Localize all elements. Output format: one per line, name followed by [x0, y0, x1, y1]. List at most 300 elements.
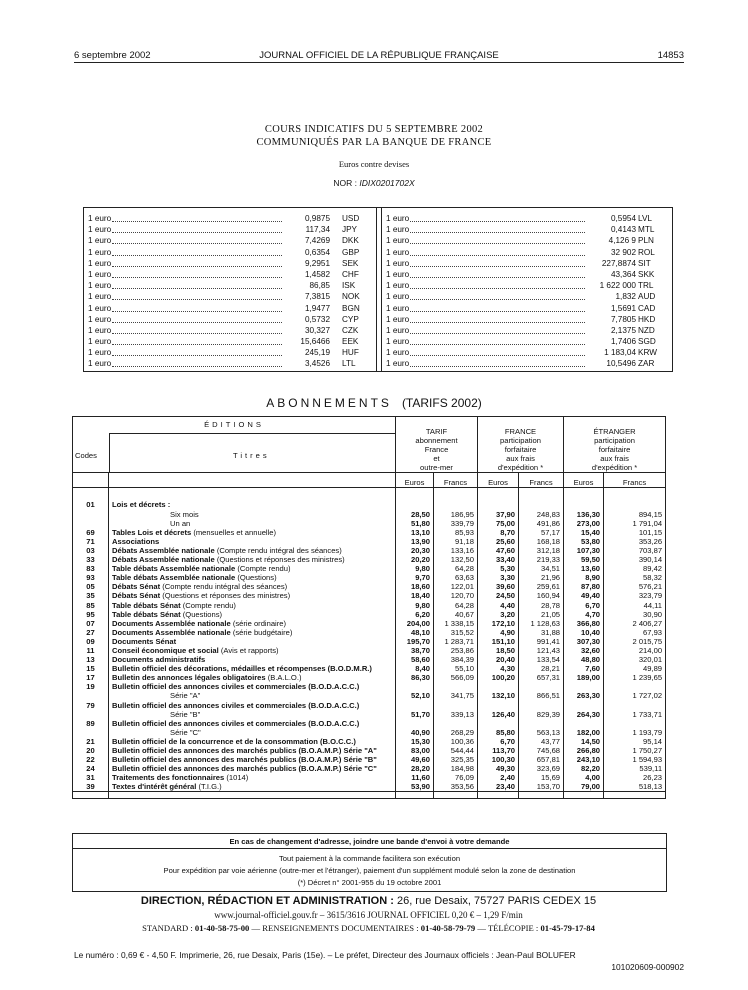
row-title	[109, 573, 396, 582]
row-title-text: Bulletin officiel des annonces civiles et commerciales (B.O.D.A.C.C.)	[112, 700, 360, 710]
row-value: 9,70	[396, 573, 434, 582]
spacer-cell	[396, 792, 434, 799]
currency-code: CAD	[638, 303, 656, 313]
row-value: 121,43	[519, 646, 564, 655]
table-header-row	[73, 417, 666, 473]
spacer-cell	[478, 792, 519, 799]
row-value: 1 727,02	[604, 691, 666, 700]
row-value: 4,40	[478, 601, 519, 610]
rate-label: 1 euro	[386, 269, 410, 279]
rate-row	[386, 291, 668, 302]
rate-value: 32 902	[610, 247, 636, 257]
rate-row	[88, 325, 368, 336]
row-value: 47,60	[478, 546, 519, 555]
leader-dots	[112, 221, 282, 222]
leader-dots	[112, 288, 282, 289]
row-value: 312,18	[519, 546, 564, 555]
rate-value: 43,364	[610, 269, 636, 279]
row-title-text: Lois et décrets :	[112, 500, 171, 510]
table-row	[73, 619, 666, 628]
row-value: 132,50	[434, 555, 478, 564]
row-title-text: Table débats Assemblée nationale	[112, 564, 236, 574]
row-value: 57,17	[519, 528, 564, 537]
row-value: 544,44	[434, 746, 478, 755]
row-value: 745,68	[519, 746, 564, 755]
spacer-cell	[73, 488, 109, 501]
row-value: 184,98	[434, 764, 478, 773]
row-title-sub: (1014)	[224, 773, 249, 783]
row-value: 8,90	[564, 573, 604, 582]
rate-value: 2,1375	[610, 325, 636, 335]
exchange-rates-box	[83, 207, 673, 372]
row-code: 31	[73, 773, 109, 782]
row-value: 58,60	[396, 655, 434, 664]
leader-dots	[112, 232, 282, 233]
rate-value: 1 622 000	[599, 281, 636, 291]
currency-code: HUF	[342, 348, 359, 358]
spacer-cell	[519, 792, 564, 799]
editions-label: ÉDITIONS	[204, 420, 264, 429]
row-value: 576,21	[604, 582, 666, 591]
codes-label: Codes	[75, 451, 97, 460]
row-value: 39,60	[478, 582, 519, 591]
row-code	[73, 519, 109, 528]
header-journal-title: JOURNAL OFFICIEL DE LA RÉPUBLIQUE FRANÇAISE	[259, 50, 499, 61]
row-title	[109, 719, 396, 728]
table-row	[73, 664, 666, 673]
row-title-text: Série "A"	[170, 691, 201, 701]
currency-code: LTL	[342, 359, 356, 369]
row-title-text: Débats Sénat	[112, 582, 161, 592]
row-value	[478, 701, 519, 710]
rate-row	[88, 280, 368, 291]
row-value: 204,00	[396, 619, 434, 628]
row-value: 5,30	[478, 564, 519, 573]
row-value: 4,70	[564, 610, 604, 619]
currency-code: AUD	[638, 292, 656, 302]
row-code: 05	[73, 582, 109, 591]
row-value: 87,80	[564, 582, 604, 591]
row-code: 39	[73, 782, 109, 792]
titres-label: Titres	[233, 451, 270, 460]
row-code: 24	[73, 764, 109, 773]
row-value: 18,60	[396, 582, 434, 591]
row-title-sub: (mensuelles et annuelle)	[191, 527, 277, 537]
table-row	[73, 610, 666, 619]
row-code: 07	[73, 619, 109, 628]
table-row	[73, 764, 666, 773]
editions-header	[73, 417, 396, 473]
rate-label: 1 euro	[386, 258, 410, 268]
row-value: 79,00	[564, 782, 604, 792]
rate-label: 1 euro	[88, 281, 112, 291]
page-footer	[74, 950, 684, 972]
leader-dots	[112, 266, 282, 267]
row-title	[109, 555, 396, 564]
leader-dots	[410, 344, 585, 345]
table-row	[73, 500, 666, 509]
row-value: 8,70	[478, 528, 519, 537]
table-row	[73, 691, 666, 700]
row-title	[109, 746, 396, 755]
rate-value: 15,6466	[300, 337, 330, 347]
row-title-text: Associations	[112, 536, 160, 546]
row-code: 22	[73, 755, 109, 764]
row-title-sub: (Questions)	[180, 609, 223, 619]
currency-code: GBP	[342, 247, 360, 257]
row-title	[109, 510, 396, 519]
row-value: 9,80	[396, 601, 434, 610]
france-header-line: d'expédition *	[497, 463, 544, 473]
rate-label: 1 euro	[88, 292, 112, 302]
row-value: 703,87	[604, 546, 666, 555]
row-title-text: Bulletin officiel de la concurrence et de la consommation (B.O.C.C.)	[112, 736, 356, 746]
row-title	[109, 673, 396, 682]
row-title-text: Six mois	[170, 509, 199, 519]
row-value	[564, 719, 604, 728]
row-title-text: Bulletin officiel des annonces civiles et commerciales (B.O.D.A.C.C.)	[112, 718, 360, 728]
rate-value: 0,4143	[610, 225, 636, 235]
row-value: 160,94	[519, 591, 564, 600]
row-value: 323,69	[519, 764, 564, 773]
table-row	[73, 601, 666, 610]
rates-subtitle: COMMUNIQUÉS PAR LA BANQUE DE FRANCE	[256, 137, 492, 148]
row-code: 95	[73, 610, 109, 619]
rate-label: 1 euro	[386, 225, 410, 235]
leader-dots	[410, 311, 585, 312]
rate-row	[386, 358, 668, 369]
row-value: 24,50	[478, 591, 519, 600]
row-value	[604, 719, 666, 728]
row-title	[109, 537, 396, 546]
row-title	[109, 773, 396, 782]
rate-row	[88, 247, 368, 258]
rate-label: 1 euro	[88, 359, 112, 369]
row-value	[519, 500, 564, 509]
row-value: 829,39	[519, 710, 564, 719]
rate-row	[88, 291, 368, 302]
row-value: 20,30	[396, 546, 434, 555]
row-title-sub: (Compte rendu intégral des séances)	[214, 545, 342, 555]
row-value: 657,81	[519, 755, 564, 764]
footer-code: 101020609-000902	[611, 962, 684, 972]
rate-label: 1 euro	[88, 303, 112, 313]
rate-label: 1 euro	[88, 325, 112, 335]
row-title-text: Traitements des fonctionnaires	[112, 773, 225, 783]
row-value: 75,00	[478, 519, 519, 528]
row-value: 64,28	[434, 564, 478, 573]
row-value: 30,90	[604, 610, 666, 619]
row-code: 79	[73, 701, 109, 710]
row-code: 69	[73, 528, 109, 537]
rate-row	[386, 235, 668, 246]
table-spacer-row	[73, 488, 666, 501]
row-value	[396, 682, 434, 691]
row-value: 113,70	[478, 746, 519, 755]
row-value: 43,77	[519, 737, 564, 746]
row-title	[109, 528, 396, 537]
row-value: 28,78	[519, 601, 564, 610]
tarif-header-line: outre-mer	[420, 463, 453, 473]
row-value: 353,26	[604, 537, 666, 546]
row-value: 28,20	[396, 764, 434, 773]
rate-row	[386, 303, 668, 314]
row-title	[109, 619, 396, 628]
row-value: 341,75	[434, 691, 478, 700]
rate-value: 0,9875	[304, 214, 330, 223]
table-row	[73, 637, 666, 646]
row-title	[109, 664, 396, 673]
row-value: 259,61	[519, 582, 564, 591]
row-value: 366,80	[564, 619, 604, 628]
rates-caption: Euros contre devises	[338, 159, 410, 169]
row-value: 1 193,79	[604, 728, 666, 737]
rate-value: 7,3815	[304, 292, 330, 302]
leader-dots	[410, 277, 585, 278]
row-value	[604, 500, 666, 509]
row-value: 4,90	[478, 628, 519, 637]
france-header-line: aux frais	[506, 454, 535, 464]
rate-row	[386, 325, 668, 336]
row-value	[519, 682, 564, 691]
rate-label: 1 euro	[88, 225, 112, 235]
row-code: 15	[73, 664, 109, 673]
rate-label: 1 euro	[88, 258, 112, 268]
row-title-text: Table débats Sénat	[112, 600, 181, 610]
currency-code: KRW	[638, 348, 657, 358]
row-title-text: Série "B"	[170, 709, 201, 719]
row-value: 21,05	[519, 610, 564, 619]
row-value: 182,00	[564, 728, 604, 737]
row-value: 9,80	[396, 564, 434, 573]
header-date: 6 septembre 2002	[74, 50, 151, 61]
currency-code: SIT	[638, 258, 651, 268]
rate-label: 1 euro	[386, 236, 410, 246]
row-value: 13,10	[396, 528, 434, 537]
row-value: 28,21	[519, 664, 564, 673]
row-title	[109, 782, 396, 792]
rate-row	[88, 314, 368, 325]
spacer-cell	[396, 488, 434, 501]
row-value: 657,31	[519, 673, 564, 682]
row-value: 136,30	[564, 510, 604, 519]
row-value	[434, 701, 478, 710]
leader-dots	[112, 243, 282, 244]
currency-code: PLN	[638, 236, 654, 246]
row-value: 15,40	[564, 528, 604, 537]
rate-row	[88, 336, 368, 347]
row-code	[73, 728, 109, 737]
leader-dots	[410, 255, 585, 256]
row-value: 64,28	[434, 601, 478, 610]
row-code: 11	[73, 646, 109, 655]
direction-block	[72, 895, 665, 933]
row-value: 491,86	[519, 519, 564, 528]
tarif-header	[396, 417, 478, 473]
row-title	[109, 564, 396, 573]
table-row	[73, 546, 666, 555]
currency-code: CHF	[342, 269, 359, 279]
leader-dots	[410, 266, 585, 267]
rate-label: 1 euro	[386, 314, 410, 324]
rate-label: 1 euro	[386, 292, 410, 302]
france-header-line: participation	[500, 436, 541, 446]
table-row	[73, 537, 666, 546]
table-row	[73, 682, 666, 691]
rate-value: 0,5954	[610, 214, 636, 223]
table-end-row	[73, 792, 666, 799]
row-value: 18,40	[396, 591, 434, 600]
air-shipping-note: Pour expédition par voie aérienne (outre-mer et l'étranger), paiement d'un supplément modulé selon la zone de destination	[163, 866, 576, 875]
editions-rule	[109, 433, 395, 434]
row-title-text: Table débats Assemblée nationale	[112, 573, 236, 583]
row-value: 59,50	[564, 555, 604, 564]
row-title-text: Documents Sénat	[112, 636, 177, 646]
table-row	[73, 701, 666, 710]
row-title-text: Débats Assemblée nationale	[112, 545, 215, 555]
row-title-text: Documents Assemblée nationale	[112, 627, 231, 637]
row-value: 390,14	[604, 555, 666, 564]
row-value: 32,60	[564, 646, 604, 655]
row-value: 37,90	[478, 510, 519, 519]
row-value: 13,60	[564, 564, 604, 573]
row-code: 13	[73, 655, 109, 664]
row-title	[109, 601, 396, 610]
row-value	[434, 719, 478, 728]
row-value: 53,80	[564, 537, 604, 546]
spacer-cell	[564, 488, 604, 501]
rate-label: 1 euro	[88, 247, 112, 257]
row-value: 1 338,15	[434, 619, 478, 628]
row-title	[109, 546, 396, 555]
row-code: 21	[73, 737, 109, 746]
rate-label: 1 euro	[386, 348, 410, 358]
row-value: 48,10	[396, 628, 434, 637]
row-value: 566,09	[434, 673, 478, 682]
rate-label: 1 euro	[88, 314, 112, 324]
currency-code: ROL	[638, 247, 655, 257]
rate-label: 1 euro	[386, 214, 410, 223]
etranger-header-line: ÉTRANGER	[593, 427, 636, 436]
leader-dots	[410, 299, 585, 300]
row-value: 339,79	[434, 519, 478, 528]
row-value	[434, 500, 478, 509]
row-value: 58,32	[604, 573, 666, 582]
table-row	[73, 628, 666, 637]
rate-value: 10,5496	[606, 359, 636, 369]
row-code	[73, 691, 109, 700]
direction-phones: STANDARD : 01-40-58-75-00 — RENSEIGNEMENTS DOCUMENTAIRES : 01-40-58-79-79 — TÉLÉCOPIE : 01-45-79-17-84	[142, 923, 595, 933]
currency-code: SKK	[638, 269, 655, 279]
rate-row	[88, 269, 368, 280]
row-value: 28,50	[396, 510, 434, 519]
rate-label: 1 euro	[88, 337, 112, 347]
row-value: 1 791,04	[604, 519, 666, 528]
rate-label: 1 euro	[88, 348, 112, 358]
row-value: 49,30	[478, 764, 519, 773]
row-title-text: Documents administratifs	[112, 655, 206, 665]
address-change-note: En cas de changement d'adresse, joindre une bande d'envoi à votre demande	[73, 834, 666, 849]
tarif-header-line: TARIF	[425, 427, 448, 436]
row-title	[109, 737, 396, 746]
currency-header-row	[73, 473, 666, 488]
row-value: 53,90	[396, 782, 434, 792]
row-value: 85,93	[434, 528, 478, 537]
row-title-sub: (Compte rendu)	[235, 564, 291, 574]
row-value: 132,10	[478, 691, 519, 700]
row-value: 539,11	[604, 764, 666, 773]
notes-box	[72, 833, 667, 892]
row-title	[109, 691, 396, 700]
row-title-sub: (Avis et rapports)	[218, 645, 279, 655]
table-row	[73, 582, 666, 591]
row-value: 7,60	[564, 664, 604, 673]
rate-row	[88, 358, 368, 369]
rate-value: 3,4526	[304, 359, 330, 369]
row-value: 31,88	[519, 628, 564, 637]
francs-header: Francs	[434, 473, 478, 488]
row-value: 44,11	[604, 601, 666, 610]
row-value: 52,10	[396, 691, 434, 700]
rate-row	[386, 213, 668, 224]
rate-value: 7,4269	[304, 236, 330, 246]
currency-code: SEK	[342, 258, 359, 268]
rate-row	[386, 336, 668, 347]
row-value: 1 128,63	[519, 619, 564, 628]
row-code: 83	[73, 564, 109, 573]
row-value: 40,67	[434, 610, 478, 619]
row-title	[109, 701, 396, 710]
row-value	[604, 701, 666, 710]
rate-row	[386, 280, 668, 291]
row-value: 168,18	[519, 537, 564, 546]
etranger-header-line: aux frais	[600, 454, 629, 464]
rate-value: 9,2951	[304, 258, 330, 268]
row-value: 51,80	[396, 519, 434, 528]
row-value: 40,90	[396, 728, 434, 737]
etranger-header-line: forfaitaire	[598, 445, 631, 455]
row-value: 100,20	[478, 673, 519, 682]
row-value	[519, 701, 564, 710]
euros-header: Euros	[564, 473, 604, 488]
row-value: 10,40	[564, 628, 604, 637]
row-title-sub: (Questions et réponses des ministres)	[214, 555, 345, 565]
leader-dots	[410, 366, 585, 367]
leader-dots	[410, 355, 585, 356]
row-value	[478, 500, 519, 509]
row-value: 26,23	[604, 773, 666, 782]
subscription-table	[72, 416, 666, 799]
row-title-sub: (B.A.L.O.)	[265, 673, 302, 683]
row-value: 23,40	[478, 782, 519, 792]
row-value: 315,52	[434, 628, 478, 637]
row-value: 49,40	[564, 591, 604, 600]
row-title	[109, 628, 396, 637]
leader-dots	[112, 277, 282, 278]
row-title	[109, 646, 396, 655]
row-value: 126,40	[478, 710, 519, 719]
codes-spacer	[73, 473, 109, 488]
row-value: 107,30	[564, 546, 604, 555]
leader-dots	[410, 232, 585, 233]
row-value: 11,60	[396, 773, 434, 782]
row-value: 268,29	[434, 728, 478, 737]
row-value: 95,14	[604, 737, 666, 746]
row-value	[564, 682, 604, 691]
row-value: 189,00	[564, 673, 604, 682]
row-value: 894,15	[604, 510, 666, 519]
table-row	[73, 728, 666, 737]
